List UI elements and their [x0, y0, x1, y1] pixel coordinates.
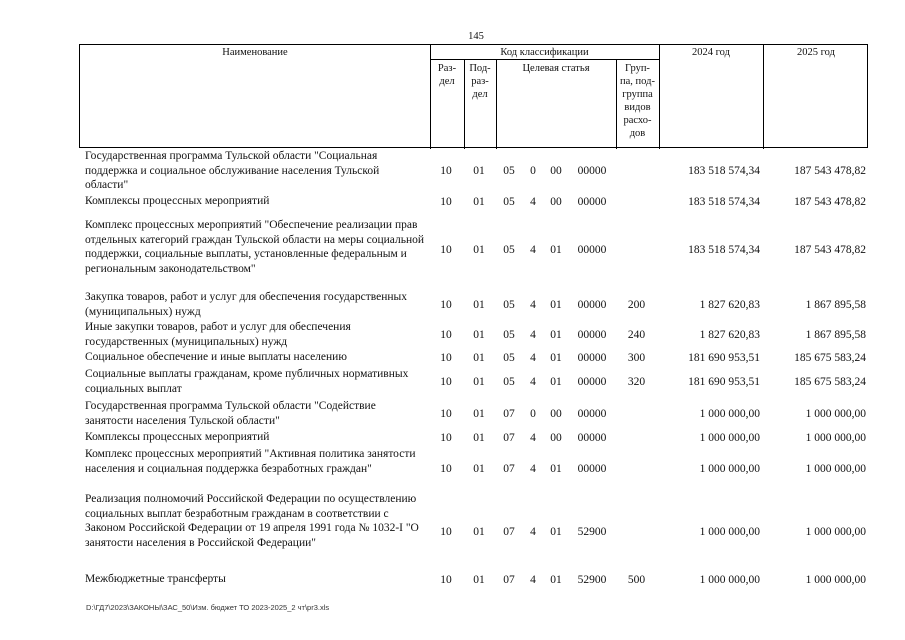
cell-t2: 4 — [530, 328, 536, 341]
cell-2025: 1 000 000,00 — [805, 408, 866, 420]
cell-rz: 10 — [440, 165, 452, 177]
cell-vr: 500 — [627, 574, 646, 586]
cell-t4: 00000 — [577, 376, 607, 388]
cell-2025: 185 675 583,24 — [794, 352, 866, 364]
cell-t1: 05 — [503, 298, 515, 311]
cell-2025: 1 000 000,00 — [805, 574, 866, 586]
cell-pr: 01 — [473, 376, 485, 388]
row-name: Закупка товаров, работ и услуг для обеспечения государственных (муниципальных) нужд — [85, 291, 408, 318]
cell-pr: 01 — [473, 298, 485, 311]
cell-t3: 01 — [550, 526, 562, 538]
table-row — [79, 492, 868, 572]
cell-2025: 1 000 000,00 — [805, 526, 866, 538]
header-target: Целевая статья — [522, 63, 590, 74]
cell-t4: 00000 — [577, 298, 607, 311]
cell-2024: 181 690 953,51 — [688, 376, 760, 388]
cell-2025: 1 000 000,00 — [805, 462, 866, 475]
cell-vr — [615, 218, 658, 281]
table-row — [79, 430, 868, 446]
cell-t3: 00 — [550, 196, 562, 208]
header-podrazdel: Под- раз- дел — [469, 63, 491, 100]
row-name: Реализация полномочий Российской Федерации по осуществлению социальных выплат безработным гражданам в соответствии с Законом Российской Федерации от 19 апреля 1991 года № 1032-I "О занятости населения в Российской Федерации" — [85, 493, 419, 550]
cell-rz: 10 — [440, 526, 452, 538]
cell-2025: 1 000 000,00 — [805, 432, 866, 444]
cell-vr: 200 — [627, 298, 646, 311]
table-row — [79, 367, 868, 397]
file-path-footer: D:\ГД7\2023\ЗАКОНЫ\ЗАС_50\Изм. бюджет ТО 2023-2025_2 чт\рr3.xls — [86, 603, 330, 612]
cell-t2: 4 — [530, 462, 536, 475]
cell-2025: 187 543 478,82 — [794, 165, 866, 177]
cell-rz: 10 — [440, 574, 452, 586]
cell-t2: 4 — [530, 574, 536, 586]
cell-t3: 01 — [550, 574, 562, 586]
table-row — [79, 572, 868, 588]
cell-pr: 01 — [473, 328, 485, 341]
cell-t2: 4 — [530, 196, 536, 208]
table-row — [79, 218, 868, 281]
cell-t3: 01 — [550, 352, 562, 364]
cell-2025: 1 867 895,58 — [805, 298, 866, 311]
cell-t1: 07 — [503, 526, 515, 538]
cell-rz: 10 — [440, 462, 452, 475]
cell-t2: 4 — [530, 298, 536, 311]
cell-vr — [615, 430, 658, 446]
cell-pr: 01 — [473, 526, 485, 538]
cell-t1: 05 — [503, 328, 515, 341]
cell-t3: 01 — [550, 462, 562, 475]
cell-t2: 4 — [530, 352, 536, 364]
cell-t4: 00000 — [577, 352, 607, 364]
cell-t3: 01 — [550, 298, 562, 311]
cell-vr — [615, 492, 658, 572]
row-name: Межбюджетные трансферты — [85, 573, 226, 585]
header-code-group: Код классификации — [500, 47, 589, 58]
cell-t4: 52900 — [577, 574, 607, 586]
table-header — [79, 44, 868, 148]
cell-2024: 1 000 000,00 — [699, 574, 760, 586]
row-name: Комплекс процессных мероприятий "Обеспечение реализации прав отдельных категорий граждан Тульской области на меры социальной поддержки, социальные выплаты, установленные федеральным и региональным законодательством" — [85, 219, 425, 276]
cell-pr: 01 — [473, 243, 485, 256]
page-number: 145 — [468, 31, 484, 42]
cell-t4: 00000 — [577, 328, 607, 341]
cell-2024: 1 000 000,00 — [699, 432, 760, 444]
cell-rz: 10 — [440, 352, 452, 364]
cell-2024: 183 518 574,34 — [688, 165, 760, 177]
cell-vr — [615, 194, 658, 210]
cell-t3: 01 — [550, 376, 562, 388]
cell-vr — [615, 447, 658, 490]
cell-t4: 00000 — [577, 432, 607, 444]
cell-rz: 10 — [440, 376, 452, 388]
header-year-2024: 2024 год — [692, 47, 730, 58]
row-name: Комплекс процессных мероприятий "Активная политика занятости населения и социальная поддержка безработных граждан" — [85, 448, 416, 475]
table-row — [79, 399, 868, 429]
cell-pr: 01 — [473, 165, 485, 177]
cell-2024: 183 518 574,34 — [688, 243, 760, 256]
cell-2024: 1 827 620,83 — [699, 298, 760, 311]
cell-pr: 01 — [473, 352, 485, 364]
table-row — [79, 194, 868, 210]
cell-t3: 00 — [550, 432, 562, 444]
cell-vr: 320 — [627, 376, 646, 388]
cell-2025: 187 543 478,82 — [794, 243, 866, 256]
row-name: Социальные выплаты гражданам, кроме публичных нормативных социальных выплат — [85, 368, 409, 395]
header-year-2025: 2025 год — [797, 47, 835, 58]
cell-rz: 10 — [440, 408, 452, 420]
cell-vr — [615, 399, 658, 429]
cell-t4: 00000 — [577, 462, 607, 475]
cell-t4: 00000 — [577, 196, 607, 208]
cell-t3: 01 — [550, 328, 562, 341]
table-row — [79, 350, 868, 366]
cell-t2: 4 — [530, 243, 536, 256]
row-name: Иные закупки товаров, работ и услуг для обеспечения государственных (муниципальных) нужд — [85, 321, 351, 348]
cell-2025: 1 867 895,58 — [805, 328, 866, 341]
cell-pr: 01 — [473, 408, 485, 420]
cell-2024: 1 000 000,00 — [699, 408, 760, 420]
cell-t1: 07 — [503, 432, 515, 444]
cell-t2: 4 — [530, 526, 536, 538]
cell-t2: 0 — [530, 165, 536, 177]
cell-rz: 10 — [440, 328, 452, 341]
cell-2024: 181 690 953,51 — [688, 352, 760, 364]
cell-2024: 1 000 000,00 — [699, 462, 760, 475]
cell-t1: 07 — [503, 462, 515, 475]
table-row — [79, 320, 868, 349]
cell-rz: 10 — [440, 196, 452, 208]
cell-t1: 07 — [503, 408, 515, 420]
header-razdel: Раз- дел — [437, 63, 457, 87]
cell-t4: 00000 — [577, 408, 607, 420]
row-name: Государственная программа Тульской области "Содействие занятости населения Тульской области" — [85, 400, 376, 427]
table-row — [79, 290, 868, 319]
cell-2024: 1 000 000,00 — [699, 526, 760, 538]
cell-pr: 01 — [473, 462, 485, 475]
row-name: Комплексы процессных мероприятий — [85, 195, 270, 207]
header-group: Груп- па, под- группа видов расхо- дов — [620, 63, 655, 139]
cell-2025: 187 543 478,82 — [794, 196, 866, 208]
cell-rz: 10 — [440, 243, 452, 256]
cell-vr — [615, 149, 658, 193]
cell-rz: 10 — [440, 298, 452, 311]
cell-pr: 01 — [473, 432, 485, 444]
cell-t1: 05 — [503, 352, 515, 364]
cell-t3: 01 — [550, 243, 562, 256]
header-name: Наименование — [222, 47, 288, 58]
cell-t1: 05 — [503, 196, 515, 208]
row-name: Комплексы процессных мероприятий — [85, 431, 270, 443]
cell-t4: 52900 — [577, 526, 607, 538]
row-name: Государственная программа Тульской области "Социальная поддержка и социальное обслуживание населения Тульской области" — [85, 150, 380, 192]
cell-t4: 00000 — [577, 165, 607, 177]
cell-2024: 183 518 574,34 — [688, 196, 760, 208]
cell-t1: 05 — [503, 165, 515, 177]
cell-t4: 00000 — [577, 243, 607, 256]
cell-pr: 01 — [473, 574, 485, 586]
cell-t3: 00 — [550, 408, 562, 420]
cell-t2: 0 — [530, 408, 536, 420]
cell-vr: 300 — [627, 352, 646, 364]
cell-t2: 4 — [530, 432, 536, 444]
cell-2024: 1 827 620,83 — [699, 328, 760, 341]
cell-rz: 10 — [440, 432, 452, 444]
cell-t2: 4 — [530, 376, 536, 388]
cell-t1: 05 — [503, 243, 515, 256]
cell-vr: 240 — [627, 328, 646, 341]
cell-2025: 185 675 583,24 — [794, 376, 866, 388]
table-row — [79, 149, 868, 193]
cell-t3: 00 — [550, 165, 562, 177]
cell-pr: 01 — [473, 196, 485, 208]
cell-t1: 07 — [503, 574, 515, 586]
cell-t1: 05 — [503, 376, 515, 388]
row-name: Социальное обеспечение и иные выплаты населению — [85, 351, 347, 363]
table-row — [79, 447, 868, 490]
